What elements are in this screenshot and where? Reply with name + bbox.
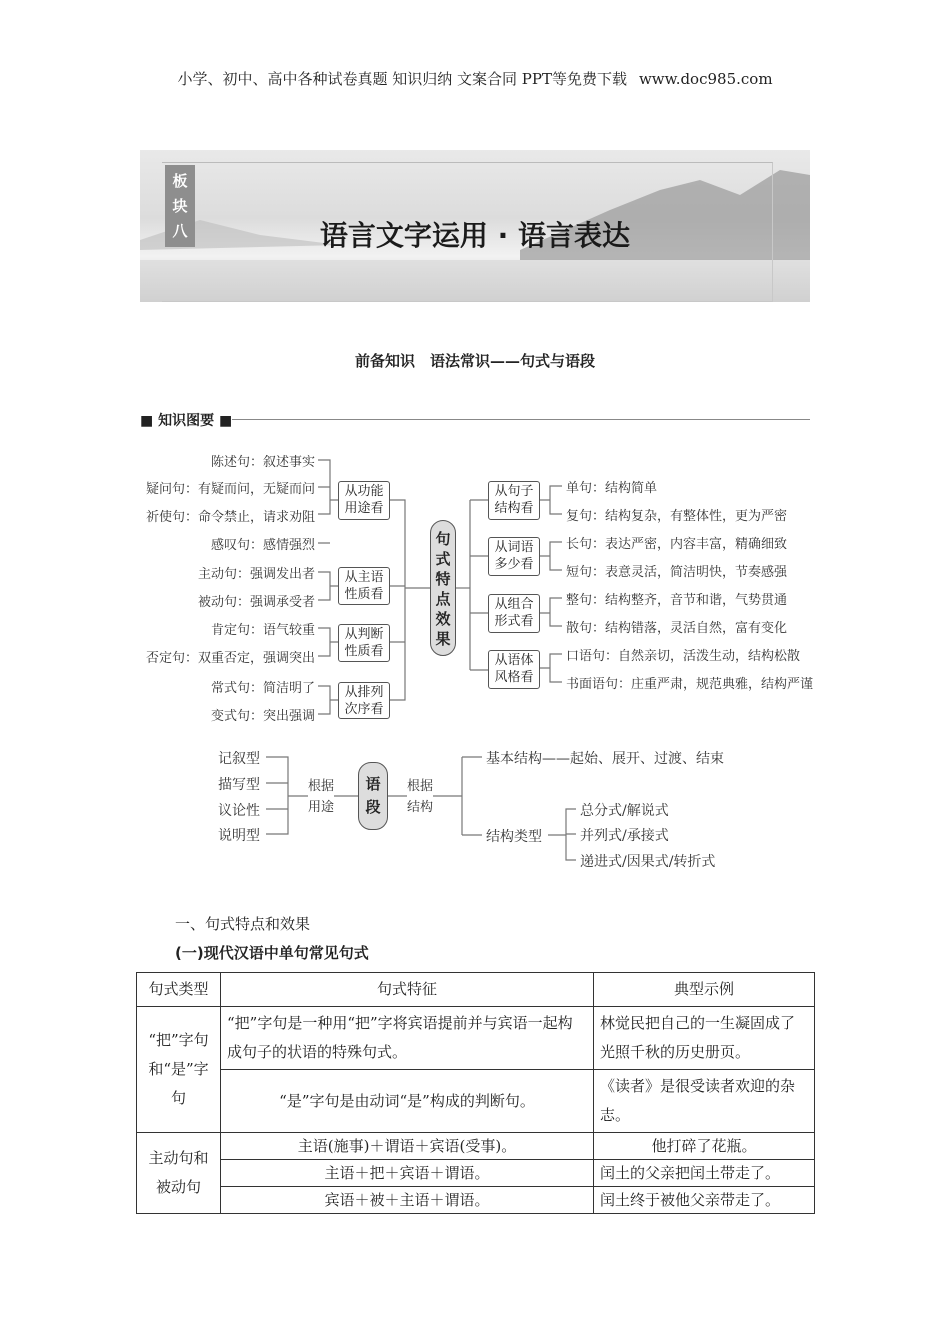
feature-cell: 主语＋把＋宾语＋谓语。 <box>221 1160 594 1187</box>
table-row <box>137 1133 815 1160</box>
left-item-inverted-order: 变式句：突出强调 <box>210 709 315 724</box>
feature-cell: 宾语＋被＋主语＋谓语。 <box>221 1187 594 1214</box>
example-cell: 《读者》是很受读者欢迎的杂志。 <box>594 1070 815 1133</box>
right-item-compound: 复句：结构复杂，有整体性，更为严密 <box>566 509 788 524</box>
structure-type-1: 总分式/解说式 <box>580 803 669 819</box>
left-item-affirmative: 肯定句：语气较重 <box>210 623 315 638</box>
section-badge: 板 块 八 <box>165 165 195 247</box>
left-item-interrogative: 疑问句：有疑而问，无疑而问 <box>145 482 315 497</box>
center-node-paragraph: 语 段 <box>358 762 388 830</box>
header-cell: 典型示例 <box>594 973 815 1007</box>
type-cell: 主动句和被动句 <box>137 1133 221 1214</box>
right-item-regular: 整句：结构整齐，音节和谐，气势贯通 <box>566 593 788 608</box>
left-item-imperative: 祈使句：命令禁止，请求劝阻 <box>145 510 315 525</box>
right-item-written: 书面语句：庄重严肃，规范典雅，结构严谨 <box>566 677 814 692</box>
feature-cell: “是”字句是由动词“是”构成的判断句。 <box>221 1070 594 1133</box>
subsection-heading: (一)现代汉语中单句常见句式 <box>175 944 369 962</box>
right-item-simple: 单句：结构简单 <box>566 481 658 496</box>
type-cell: “把”字句和“是”字句 <box>137 1007 221 1133</box>
paragraph-type-expository: 说明型 <box>218 828 260 844</box>
basic-structure: 基本结构——起始、展开、过渡、结束 <box>486 751 724 767</box>
feature-cell: 主语(施事)＋谓语＋宾语(受事)。 <box>221 1133 594 1160</box>
header-text: 小学、初中、高中各种试卷真题 知识归纳 文案合同 PPT等免费下载 <box>177 70 627 88</box>
box-form: 从组合 形式看 <box>488 594 540 633</box>
example-cell: 闰土终于被他父亲带走了。 <box>594 1187 815 1214</box>
header-cell: 句式特征 <box>221 973 594 1007</box>
structure-types-label: 结构类型 <box>486 829 542 845</box>
header-cell: 句式类型 <box>137 973 221 1007</box>
header-url[interactable]: www.doc985.com <box>638 70 773 88</box>
paragraph-type-narrative: 记叙型 <box>218 751 260 767</box>
right-item-loose: 散句：结构错落，灵活自然，富有变化 <box>566 621 788 636</box>
banner-title: 语言文字运用 · 语言表达 <box>319 219 631 252</box>
paragraph-type-argumentative: 议论性 <box>218 803 260 819</box>
left-item-normal-order: 常式句：简洁明了 <box>210 681 315 696</box>
box-structure: 从句子 结构看 <box>488 481 540 520</box>
structure-type-2: 并列式/承接式 <box>580 828 669 844</box>
box-subject: 从主语 性质看 <box>338 567 390 605</box>
box-order: 从排列 次序看 <box>338 682 390 719</box>
table-header-row <box>137 973 815 1007</box>
paragraph-type-descriptive: 描写型 <box>218 777 260 793</box>
box-style: 从语体 风格看 <box>488 650 540 689</box>
box-function: 从功能 用途看 <box>338 481 390 520</box>
table-row <box>137 1007 815 1070</box>
box-length: 从词语 多少看 <box>488 537 540 576</box>
table-row <box>137 1160 815 1187</box>
left-item-active: 主动句：强调发出者 <box>197 567 315 582</box>
label-by-structure: 根据 结构 <box>407 776 433 818</box>
center-node-sentence: 句 式 特 点 效 果 <box>430 520 456 656</box>
right-item-long: 长句：表达严密，内容丰富，精确细致 <box>566 537 788 552</box>
right-item-short: 短句：表意灵活，简洁明快，节奏感强 <box>566 565 788 580</box>
map-title: ■ 知识图要 ■ <box>140 413 233 429</box>
sentence-types-table <box>136 972 815 1214</box>
box-judgment: 从判断 性质看 <box>338 624 390 662</box>
page-subtitle: 前备知识 语法常识——句式与语段 <box>354 352 595 370</box>
section-heading: 一、句式特点和效果 <box>175 915 311 933</box>
left-item-exclamatory: 感叹句：感情强烈 <box>210 538 315 553</box>
label-by-purpose: 根据 用途 <box>308 776 334 818</box>
table-row <box>137 1070 815 1133</box>
left-item-declarative: 陈述句：叙述事实 <box>210 455 315 470</box>
left-item-passive: 被动句：强调承受者 <box>197 595 315 610</box>
structure-type-3: 递进式/因果式/转折式 <box>580 854 716 870</box>
right-item-colloquial: 口语句：自然亲切，活泼生动，结构松散 <box>566 649 801 664</box>
example-cell: 他打碎了花瓶。 <box>594 1133 815 1160</box>
example-cell: 闰土的父亲把闰土带走了。 <box>594 1160 815 1187</box>
example-cell: 林觉民把自己的一生凝固成了光照千秋的历史册页。 <box>594 1007 815 1070</box>
left-item-negative: 否定句：双重否定，强调突出 <box>145 651 315 666</box>
table-row <box>137 1187 815 1214</box>
feature-cell: “把”字句是一种用“把”字将宾语提前并与宾语一起构成句子的状语的特殊句式。 <box>221 1007 594 1070</box>
